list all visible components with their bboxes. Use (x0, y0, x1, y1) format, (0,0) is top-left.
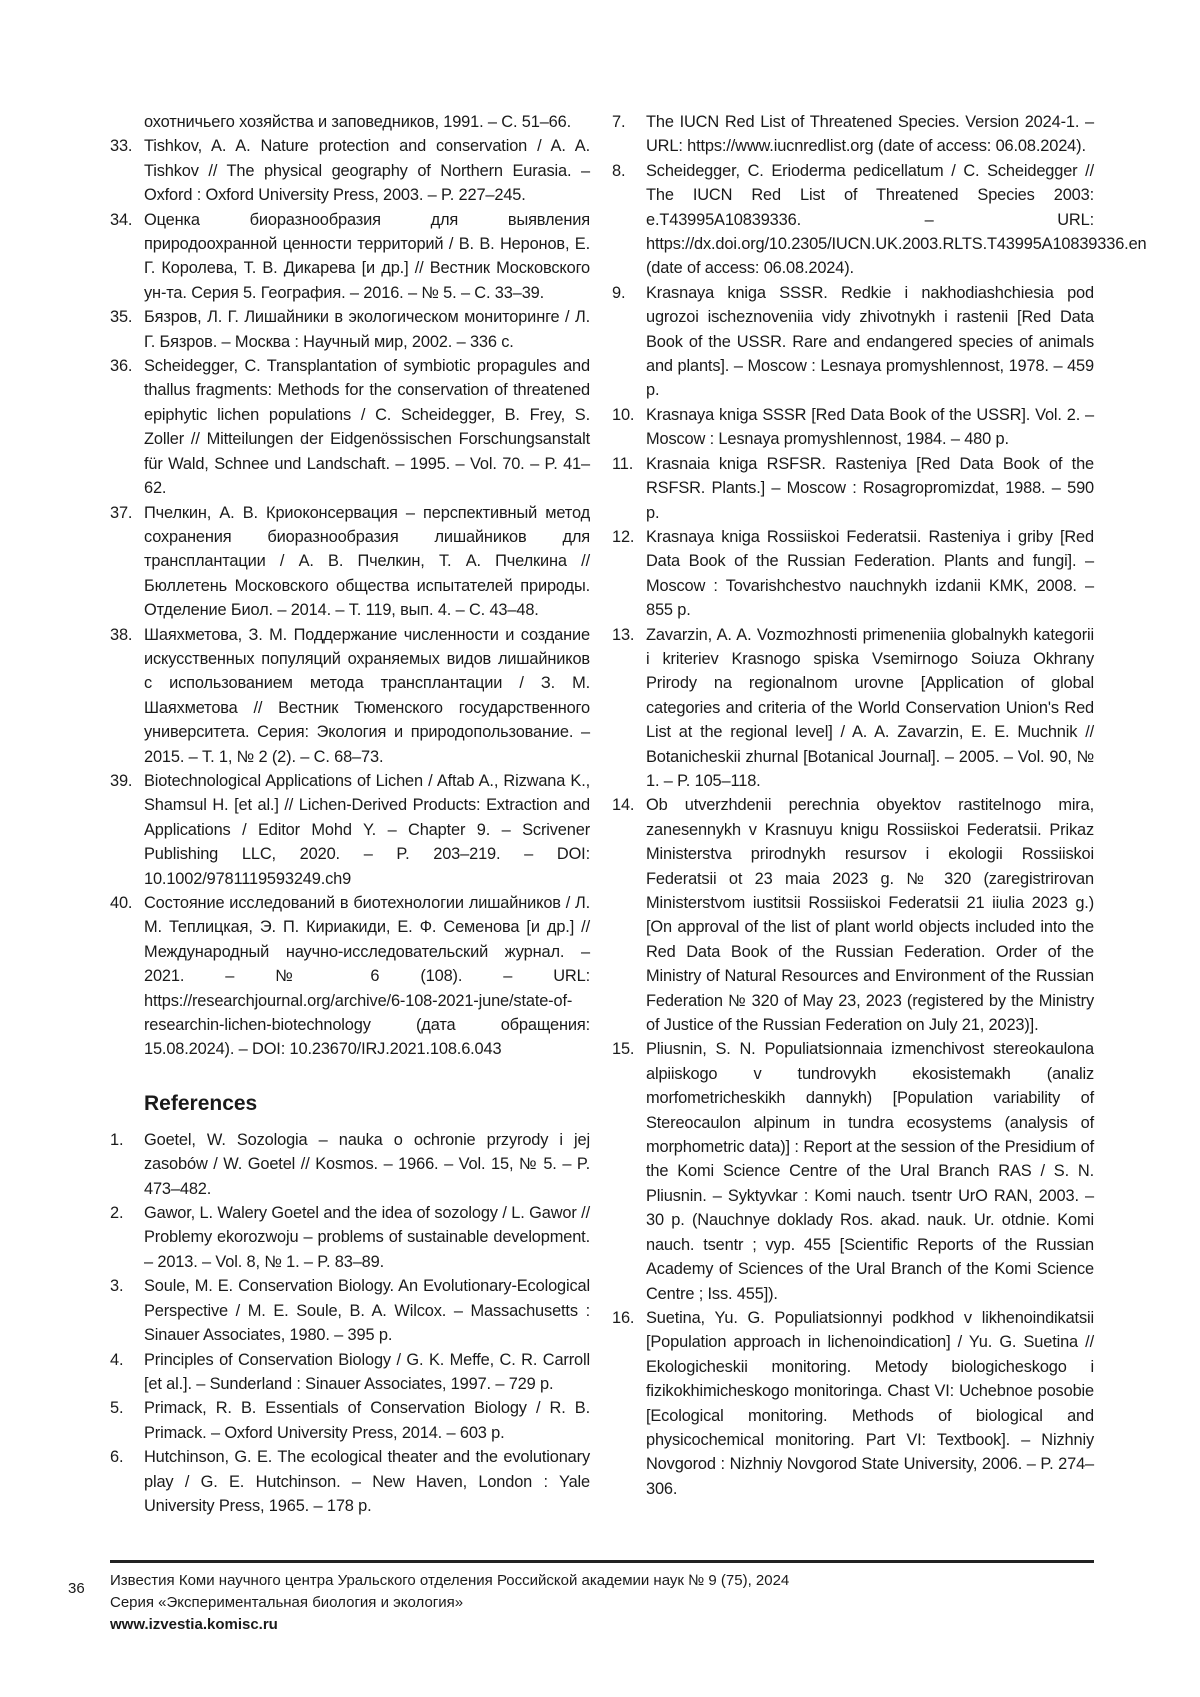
reference-text: Ob utverzhdenii perechnia obyektov rastitelnogo mira, zanesennykh v Krasnuyu knigu Rossiiskoi Federatsii. Prikaz Ministerstva prirodnykh resursov i ekologii Rossiiskoi Federatsii ot 23 maia 2023 g. № 320 (zaregistrirovan Ministerstvom iustitsii Rossiiskoi Federatsii 21 iiulia 2023 g.) [On approval of the list of plant world objects included into the Red Data Book of the Russian Federation. Order of the Ministry of Natural Resources and Environment of the Russian Federation № 320 of May 23, 2023 (registered by the Ministry of Justice of the Russian Federation on July 21, 2023)]. (646, 796, 1094, 1035)
reference-number: 13. (612, 625, 635, 644)
reference-text: Goetel, W. Sozologia – nauka o ochronie przyrody i jej zasobów / W. Goetel // Kosmos. – 1966. – Vol. 15, № 5. – P. 473–482. (144, 1130, 590, 1198)
reference-number: 5. (110, 1399, 124, 1418)
reference-item (110, 1201, 590, 1274)
reference-item (110, 1274, 590, 1347)
reference-number: 16. (612, 1308, 635, 1327)
reference-text: Tishkov, A. A. Nature protection and conservation / A. A. Tishkov // The physical geography of Northern Eurasia. – Oxford : Oxford University Press, 2003. – P. 227–245. (144, 137, 590, 205)
reference-item (612, 159, 1147, 281)
reference-number: 12. (612, 527, 635, 546)
reference-number: 10. (612, 405, 635, 424)
references-heading: References (144, 1091, 258, 1115)
english-reference-list-right (612, 110, 1147, 1501)
reference-item (612, 281, 1094, 403)
reference-number: 15. (612, 1040, 635, 1059)
footer-divider (110, 1560, 1094, 1563)
english-reference-list-left (110, 1128, 590, 1519)
reference-item (612, 452, 1094, 525)
reference-item (612, 525, 1094, 623)
reference-number: 33. (110, 137, 133, 156)
reference-text: Krasnaya kniga SSSR [Red Data Book of the USSR]. Vol. 2. – Moscow : Lesnaya promyshlennost, 1984. – 480 p. (646, 405, 1094, 449)
reference-item (612, 110, 1094, 159)
reference-number: 6. (110, 1448, 124, 1467)
reference-item (110, 623, 590, 769)
reference-text: Krasnaia kniga RSFSR. Rasteniya [Red Data Book of the RSFSR. Plants.] – Moscow : Rosagropromizdat, 1988. – 590 p. (646, 454, 1094, 522)
reference-number: 2. (110, 1204, 124, 1223)
reference-number: 9. (612, 283, 626, 302)
reference-number: 39. (110, 771, 133, 790)
reference-number: 36. (110, 357, 133, 376)
reference-item (110, 354, 590, 500)
reference-item (110, 208, 590, 306)
reference-number: 37. (110, 503, 133, 522)
journal-title: Известия Коми научного центра Уральского отделения Российской академии наук № 9 (75), 2024 (110, 1572, 790, 1589)
reference-number: 1. (110, 1130, 124, 1149)
reference-text: Soule, M. E. Conservation Biology. An Evolutionary-Ecological Perspective / M. E. Soule, B. A. Wilcox. – Massachusetts : Sinauer Associates, 1980. – 395 p. (144, 1277, 590, 1345)
reference-text: Pliusnin, S. N. Populiatsionnaia izmenchivost stereokaulona alpiiskogo v tundrovykh ekosistemakh (analiz morfometricheskikh dannykh) [Population variability of Stereocaulon alpinum in tundra ecosystems (analysis of morphometric data)] : Report at the session of the Presidium of the Komi Science Centre of the Ural Branch RAS / S. N. Pliusnin. – Syktyvkar : Komi nauch. tsentr UrO RAN, 2003. – 30 p. (Nauchnye doklady Ros. akad. nauk. Ur. otdnie. Komi nauch. tsentr ; vyp. 455 [Scientific Reports of the Russian Academy of Sciences of the Ural Branch of the Komi Science Centre ; Iss. 455]). (646, 1040, 1094, 1303)
reference-text: Principles of Conservation Biology / G. K. Meffe, C. R. Carroll [et al.]. – Sunderland : Sinauer Associates, 1997. – 729 p. (144, 1350, 590, 1393)
reference-item (612, 793, 1094, 1037)
journal-website[interactable]: www.izvestia.komisc.ru (110, 1616, 278, 1633)
reference-text: The IUCN Red List of Threatened Species. Version 2024-1. – URL: https://www.iucnredlist.org (date of access: 06.08.2024). (646, 113, 1094, 156)
journal-series: Серия «Экспериментальная биология и экология» (110, 1594, 464, 1611)
reference-item (110, 1128, 590, 1201)
reference-text: Шаяхметова, З. М. Поддержание численности и создание искусственных популяций охраняемых видов лишайников с использованием метода трансплантации / З. М. Шаяхметова // Вестник Тюменского государственного университета. Серия: Экология и природопользование. – 2015. – Т. 1, № 2 (2). – С. 68–73. (144, 625, 590, 766)
reference-text: Suetina, Yu. G. Populiatsionnyi podkhod v likhenoindikatsii [Population approach in lichenoindication] / Yu. G. Suetina // Ekologicheskii monitoring. Metody biologicheskogo i fizikokhimicheskogo monitoringa. Chast VI: Uchebnoe posobie [Ecological monitoring. Methods of biological and physicochemical monitoring. Part VI: Textbook]. – Nizhniy Novgorod : Nizhniy Novgorod State University, 2006. – P. 274–306. (646, 1308, 1094, 1498)
reference-item (110, 501, 590, 623)
reference-item (110, 891, 590, 1062)
reference-text: Krasnaya kniga Rossiiskoi Federatsii. Rasteniya i griby [Red Data Book of the Russian Federation. Plants and fungi]. – Moscow : Tovarishchestvo nauchnykh izdanii KMK, 2008. – 855 p. (646, 527, 1094, 620)
reference-number: 35. (110, 308, 133, 327)
reference-item (612, 1306, 1094, 1501)
reference-number: 40. (110, 894, 133, 912)
reference-text: Оценка биоразнообразия для выявления природоохранной ценности территорий / В. В. Неронов, Е. Г. Королева, Т. В. Дикарева [и др.] // Вестник Московского ун-та. Серия 5. География. – 2016. – № 5. – С. 33–39. (144, 210, 590, 302)
reference-text: Состояние исследований в биотехнологии лишайников / Л. М. Теплицкая, Э. П. Кириакиди, Е. Ф. Семенова [и др.] // Международный научно-исследовательский журнал. – 2021. – № 6 (108). – URL: https://researchjournal.org/archive/6-108-2021-june/state-of-researchin-lichen-biotechnology (дата обращения: 15.08.2024). – DOI: 10.23670/IRJ.2021.108.6.043 (144, 894, 590, 1059)
reference-item (612, 1037, 1094, 1305)
reference-text: Бязров, Л. Г. Лишайники в экологическом мониторинге / Л. Г. Бязров. – Москва : Научный мир, 2002. – 336 с. (144, 308, 590, 351)
reference-text: Scheidegger, C. Transplantation of symbiotic propagules and thallus fragments: Methods for the conservation of threatened epiphytic lichen populations / C. Scheidegger, B. Frey, S. Zoller // Mitteilungen der Eidgenössischen Forschungsanstalt für Wald, Schnee und Landschaft. – 1995. – Vol. 70. – P. 41–62. (144, 357, 590, 498)
reference-item (612, 623, 1094, 794)
reference-text: Biotechnological Applications of Lichen / Aftab A., Rizwana K., Shamsul H. [et al.] // Lichen-Derived Products: Extraction and Applications / Editor Mohd Y. – Chapter 9. – Scrivener Publishing LLC, 2020. – P. 203–219. – DOI: 10.1002/9781119593249.ch9 (144, 771, 590, 888)
reference-item (110, 1396, 590, 1445)
russian-reference-list (110, 110, 590, 1062)
reference-text: Krasnaya kniga SSSR. Redkie i nakhodiashchiesia pod ugrozoi ischeznoveniia vidy zhivotnykh i rastenii [Red Data Book of the USSR. Rare and endangered species of animals and plants]. – Moscow : Lesnaya promyshlennost, 1978. – 459 p. (646, 283, 1094, 400)
reference-item (612, 403, 1094, 452)
right-column (612, 110, 1147, 1501)
reference-item (110, 769, 590, 891)
reference-number: 4. (110, 1350, 124, 1369)
reference-number: 3. (110, 1277, 124, 1296)
reference-item (110, 134, 590, 207)
reference-text: охотничьего хозяйства и заповедников, 1991. – С. 51–66. (144, 113, 572, 131)
page-number: 36 (68, 1580, 85, 1597)
reference-item (110, 1445, 590, 1518)
reference-text: Primack, R. B. Essentials of Conservation Biology / R. B. Primack. – Oxford University Press, 2014. – 603 p. (144, 1399, 590, 1442)
reference-text: Scheidegger, C. Erioderma pedicellatum / C. Scheidegger // The IUCN Red List of Threatened Species 2003: e.T43995A10839336. – URL: https://dx.doi.org/10.2305/IUCN.UK.2003.RLTS.T43995A10839336.en (date of access: 06.08.2024). (646, 161, 1147, 278)
reference-number: 7. (612, 113, 626, 131)
reference-text: Gawor, L. Walery Goetel and the idea of sozology / L. Gawor // Problemy ekorozwoju – problems of sustainable development. – 2013. – Vol. 8, № 1. – P. 83–89. (144, 1204, 590, 1271)
reference-number: 38. (110, 625, 133, 644)
reference-text: Пчелкин, А. В. Криоконсервация – перспективный метод сохранения биоразнообразия лишайников для трансплантации / А. В. Пчелкин, Т. А. Пчелкина // Бюллетень Московского общества испытателей природы. Отделение Биол. – 2014. – Т. 119, вып. 4. – С. 43–48. (144, 503, 590, 620)
left-column (110, 110, 590, 1518)
reference-number: 11. (612, 454, 634, 473)
reference-item (110, 305, 590, 354)
reference-number: 34. (110, 210, 133, 229)
reference-text: Hutchinson, G. E. The ecological theater and the evolutionary play / G. E. Hutchinson. – New Haven, London : Yale University Press, 1965. – 178 p. (144, 1448, 590, 1515)
reference-item (110, 110, 590, 134)
reference-number: 8. (612, 161, 626, 180)
reference-item (110, 1348, 590, 1397)
reference-text: Zavarzin, A. A. Vozmozhnosti primeneniia globalnykh kategorii i kriteriev Krasnogo spiska Vsemirnogo Soiuza Okhrany Prirody na regionalnom urovne [Application of global categories and criteria of the World Conservation Union's Red List at the regional level] / A. A. Zavarzin, E. E. Muchnik // Botanicheskii zhurnal [Botanical Journal]. – 2005. – Vol. 90, № 1. – P. 105–118. (646, 625, 1094, 790)
reference-number: 14. (612, 796, 635, 815)
